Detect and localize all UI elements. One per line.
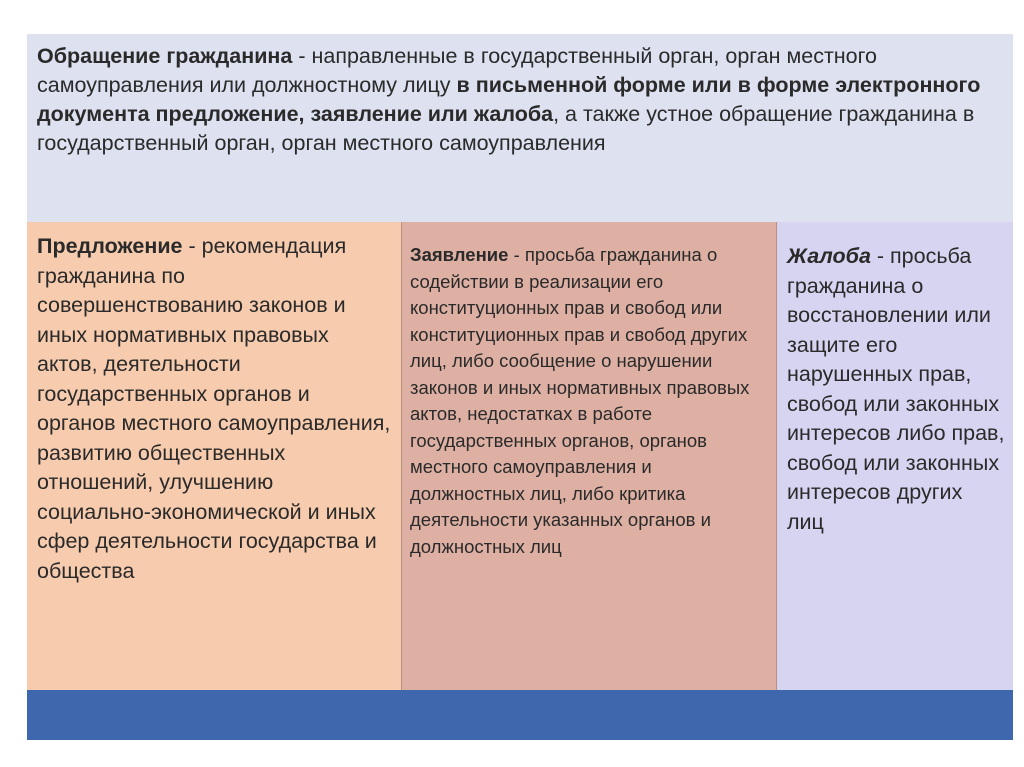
definition-text-2: , а также устное обращение гражданина в государственный орган, орган местного самоуправления	[37, 102, 975, 155]
proposal-column	[27, 222, 401, 690]
definition-bold-part: в письменной форме или в форме электронного документа предложение, заявление или жалоба	[37, 73, 981, 126]
proposal-dash: -	[182, 234, 202, 258]
complaint-column	[777, 222, 1013, 690]
statement-term: Заявление	[410, 244, 509, 265]
definition-dash: -	[292, 44, 312, 68]
proposal-text: рекомендация гражданина по совершенствованию законов и иных нормативных правовых актов, деятельности государственных органов и органов местного самоуправления, развитию общественных отношений, улучшению социально-экономической и иных сфер деятельности государства и общества	[37, 234, 391, 583]
complaint-text: просьба гражданина о восстановлении или защите его нарушенных прав, свобод или законных интересов либо прав, свобод или законных интересов других лиц	[787, 244, 1005, 534]
definition-text-1: направленные в государственный орган, орган местного самоуправления или должностному лицу	[37, 44, 877, 97]
complaint-dash: -	[870, 244, 891, 268]
definition-block	[27, 34, 1013, 222]
complaint-term: Жалоба	[787, 244, 871, 268]
proposal-term: Предложение	[37, 234, 183, 258]
statement-dash: -	[508, 244, 525, 265]
statement-text: просьба гражданина о содействии в реализации его конституционных прав и свобод или конституционных прав и свобод других лиц, либо сообщение о нарушении законов и иных нормативных правовых актов, недостатках в работе государственных органов, органов местного самоуправления и должностных лиц, либо критика деятельности указанных органов и должностных лиц	[410, 244, 750, 557]
statement-column	[401, 222, 777, 690]
definition-term: Обращение гражданина	[37, 44, 293, 68]
bottom-bar	[27, 690, 1013, 740]
